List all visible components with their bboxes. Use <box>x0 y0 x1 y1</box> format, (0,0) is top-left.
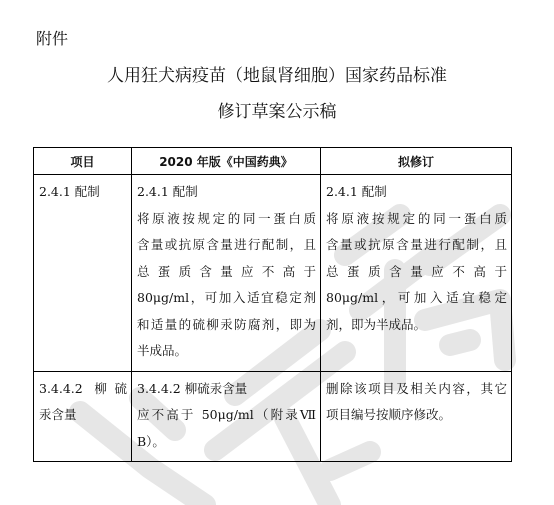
cell-line: 2.4.1 配制 <box>326 184 387 199</box>
cell-line: 应不高于 50μg/ml（附录Ⅶ <box>137 407 316 422</box>
cell-2020-text <box>132 175 321 372</box>
cell-line: 将原液按规定的同一蛋白质 <box>326 210 507 226</box>
table-row <box>34 371 512 462</box>
table-header-row <box>34 148 512 175</box>
cell-line: 2.4.1 配制 <box>137 184 198 199</box>
cell-line: 删除该项目及相关内容，其它 <box>326 380 507 396</box>
table-row <box>34 175 512 372</box>
cell-line: 将原液按规定的同一蛋白质 <box>137 210 316 226</box>
cell-line: 项目编号按顺序修改。 <box>326 407 452 422</box>
cell-line: 半成品。 <box>137 343 188 358</box>
cell-line: 含量或抗原含量进行配制，且 <box>326 237 507 252</box>
cell-line: 和适量的硫柳汞防腐剂，即为 <box>137 316 316 332</box>
cell-revision-text <box>321 371 512 462</box>
cell-revision-text <box>321 175 512 372</box>
cell-line: 3.4.4.2 柳硫 <box>39 380 127 396</box>
cell-line: 含量或抗原含量进行配制，且 <box>137 237 316 252</box>
cell-line: 3.4.4.2 柳硫汞含量 <box>137 380 248 396</box>
cell-item <box>34 175 132 372</box>
document-subtitle: 修订草案公示稿 <box>217 102 337 122</box>
cell-line: 2.4.1 配制 <box>39 184 100 199</box>
annex-label: 附件 <box>36 29 69 48</box>
cell-line: 剂，即为半成品。 <box>326 316 427 332</box>
cell-line: 80μg/ml，可加入适宜稳定 <box>326 290 507 305</box>
cell-line: 总 蛋 质 含 量 应 不 高 于 <box>326 263 507 279</box>
column-header-2020-pharmacopoeia: 2020 年版《中国药典》 <box>132 148 321 175</box>
column-header-item: 项目 <box>34 148 132 175</box>
revision-table <box>33 147 512 462</box>
cell-line: 80μg/ml，可加入适宜稳定剂 <box>137 290 316 305</box>
cell-line: B）。 <box>137 433 165 449</box>
cell-line: 总 蛋 质 含 量 应 不 高 于 <box>137 263 316 279</box>
cell-line: 汞含量 <box>39 407 77 422</box>
column-header-proposed-revision: 拟修订 <box>321 148 512 175</box>
cell-2020-text <box>132 371 321 462</box>
document-title: 人用狂犬病疫苗（地鼠肾细胞）国家药品标准 <box>107 66 447 86</box>
cell-item <box>34 371 132 462</box>
